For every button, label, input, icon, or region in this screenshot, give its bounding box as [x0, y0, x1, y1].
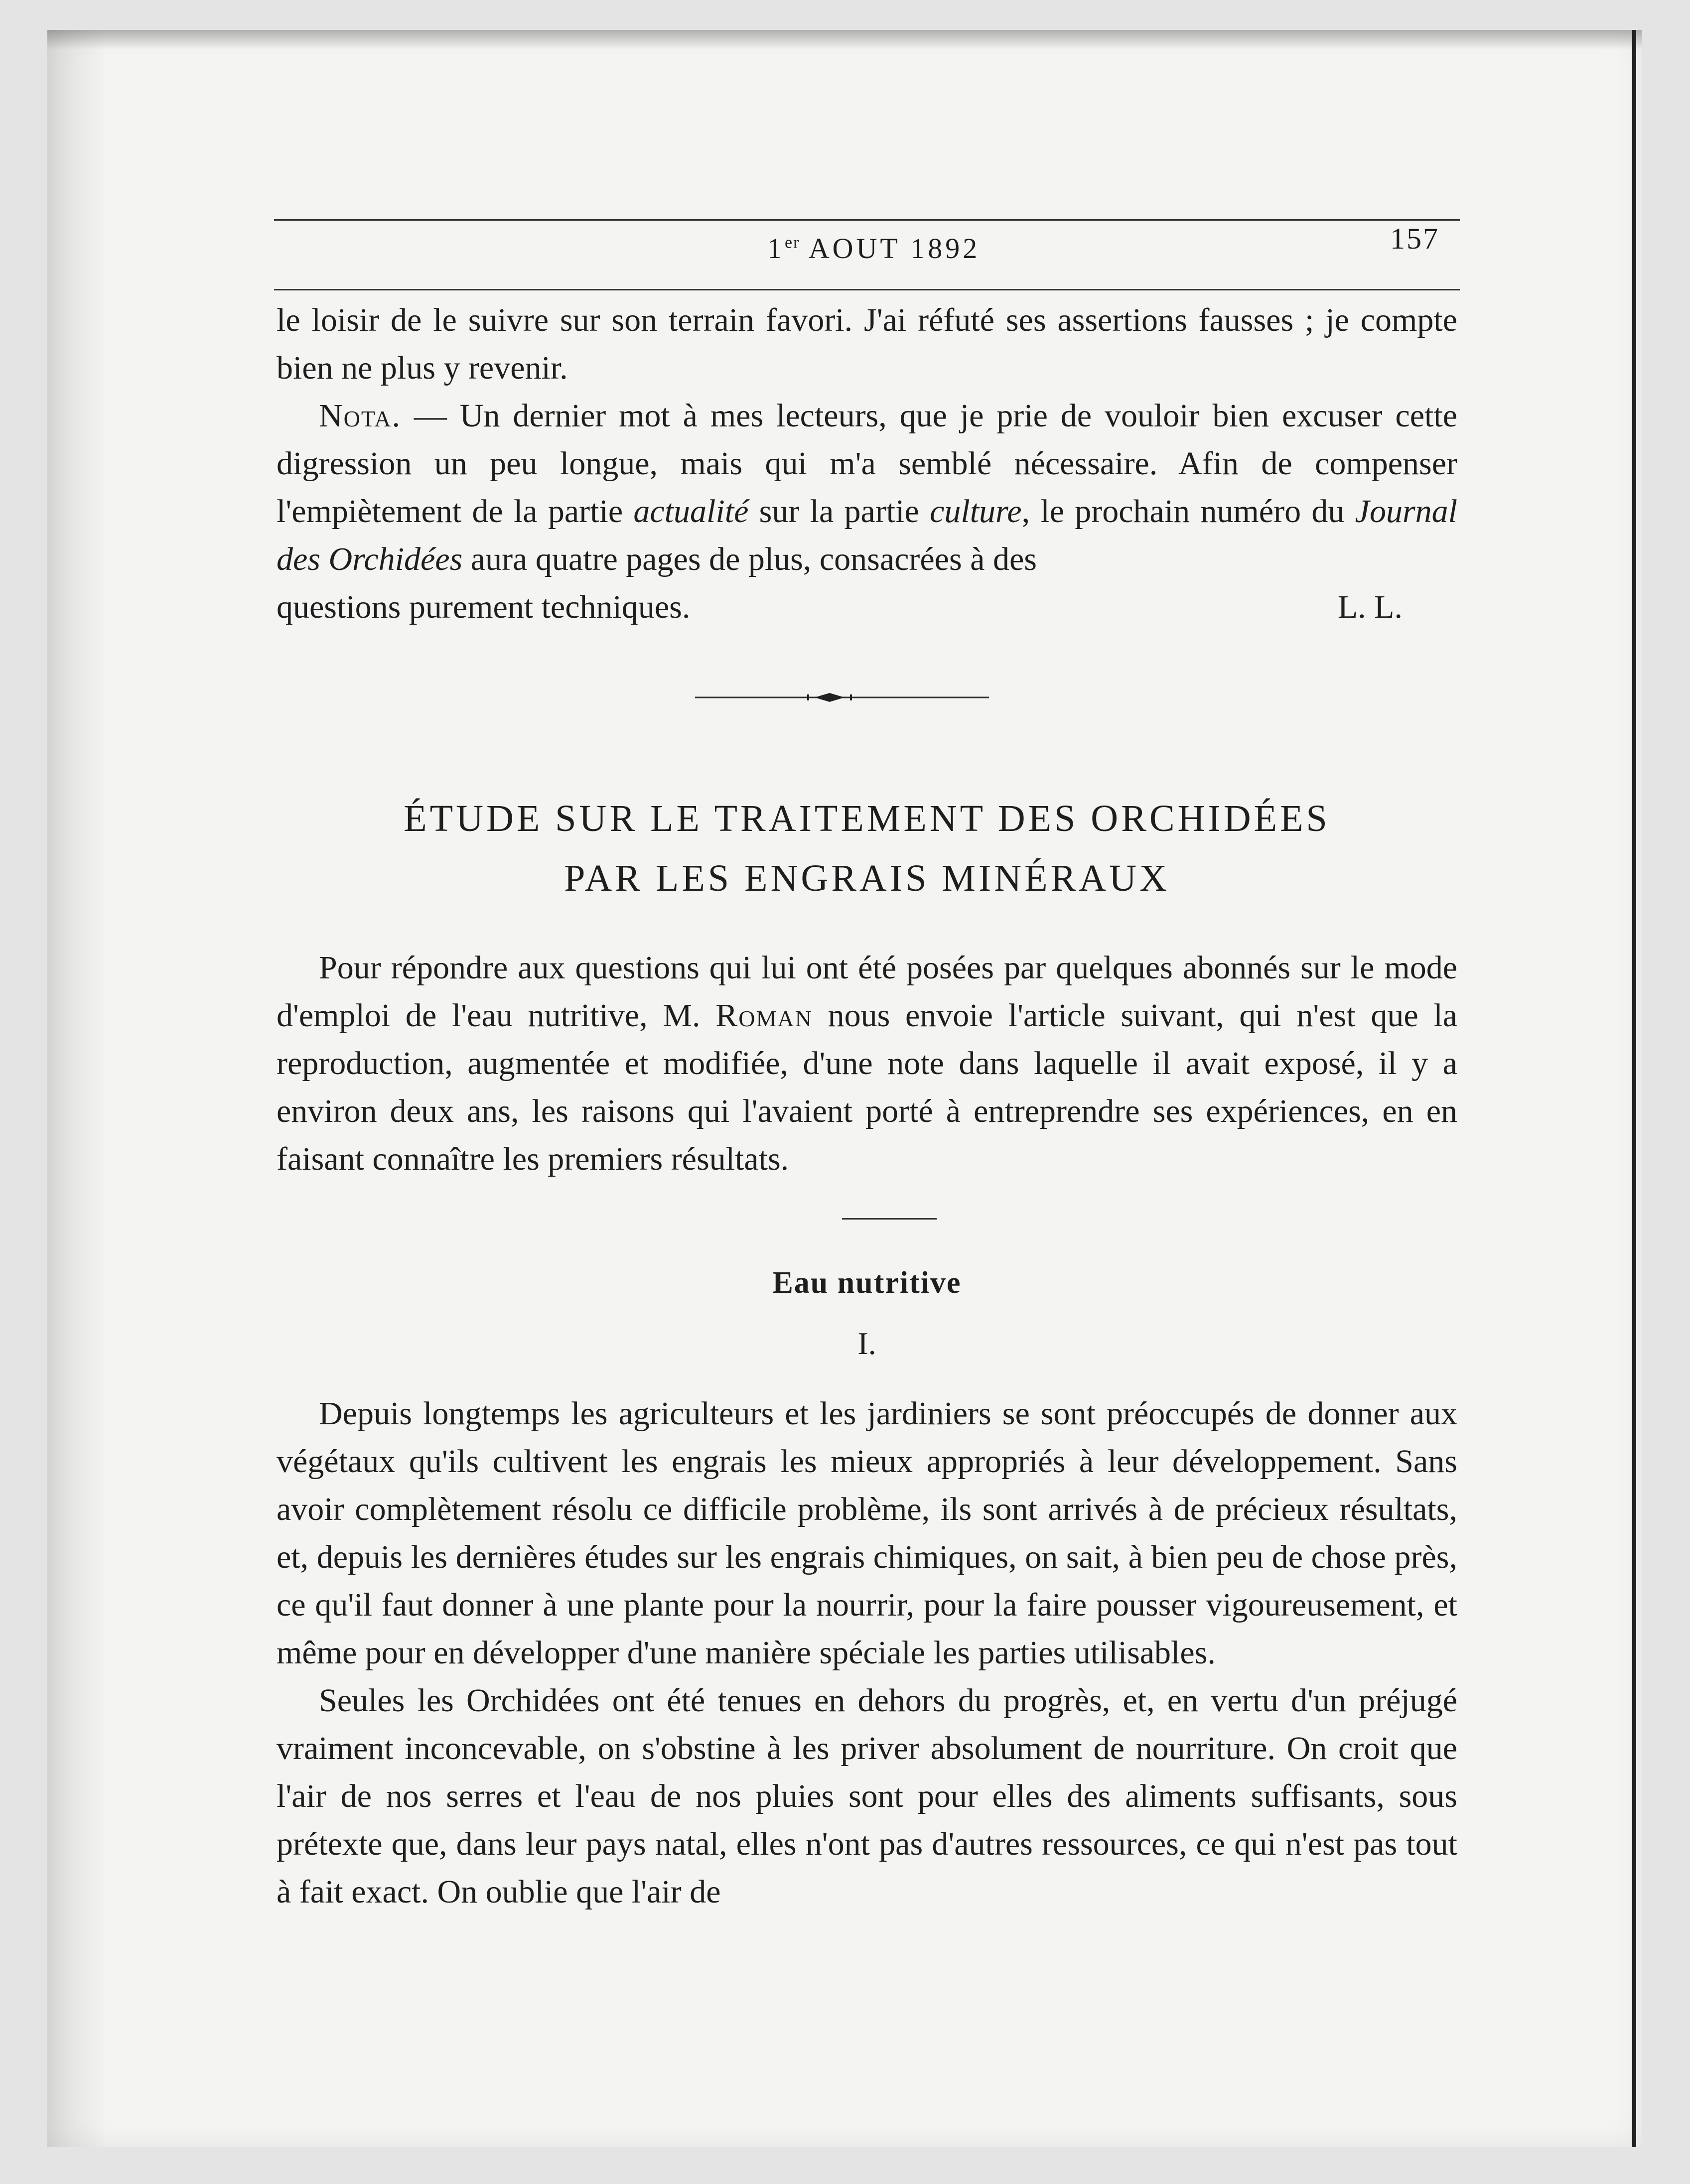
- previous-article-end: [277, 296, 1457, 631]
- top-edge-shadow: [47, 30, 1642, 50]
- body-paragraph-2: Seules les Orchidées ont été tenues en dehors du progrès, et, en vertu d'un préjugé vraiment inconcevable, on s'obstine à les priver absolument de nourriture. On croit que l'air de nos serres et l'eau de nos pluies sont pour elles des aliments suffisants, sous prétexte que, dans leur pays natal, elles n'ont pas d'autres ressources, ce qui n'est pas tout à fait exact. On oublie que l'air de: [277, 1682, 1457, 1910]
- running-head-date: [767, 232, 980, 265]
- nota-text-2: sur la partie: [748, 493, 930, 530]
- intro-text-2: nous envoie l'article suivant, qui n'est que la reproduction, augmentée et modifiée, d'une note dans laquelle il avait exposé, il y a environ deux ans, les raisons qui l'avaient porté à entreprendre ses expériences, en en faisant connaître les premiers résultats.: [277, 997, 1457, 1177]
- section-number: I.: [857, 1326, 876, 1361]
- article-body: [277, 1390, 1457, 1916]
- header-rule-bottom: [274, 289, 1460, 290]
- editorial-introduction: [277, 944, 1457, 1183]
- nota-last-text: questions purement techniques.: [277, 589, 691, 625]
- article-title-line-2: PAR LES ENGRAIS MINÉRAUX: [564, 857, 1170, 899]
- nota-paragraph: [277, 392, 1457, 583]
- date-superscript: er: [785, 233, 800, 252]
- nota-emphasis-actualite: actualité: [633, 493, 749, 530]
- nota-emphasis-culture: culture: [930, 493, 1022, 530]
- page-edge: [1632, 30, 1636, 2147]
- section-title: Eau nutritive: [772, 1266, 962, 1300]
- binding-shadow: [47, 30, 107, 2147]
- intro-paragraph: [277, 944, 1457, 1183]
- journal-title: Journal des Orchidées: [277, 493, 1457, 577]
- ornament-divider: [695, 690, 989, 705]
- nota-last-line: [277, 583, 1457, 631]
- closing-paragraph: le loisir de le suivre sur son terrain favori. J'ai réfuté ses assertions fausses ; je compte bien ne plus y revenir.: [277, 302, 1457, 386]
- author-name: Roman: [715, 997, 813, 1034]
- nota-text-3: , le prochain numéro du: [1021, 493, 1355, 530]
- article-title-line-1: ÉTUDE SUR LE TRAITEMENT DES ORCHIDÉES: [404, 798, 1330, 839]
- section-divider: [842, 1218, 937, 1220]
- date-number: 1: [767, 232, 785, 265]
- author-signature: L. L.: [1337, 589, 1403, 625]
- header-rule-top: [274, 219, 1460, 221]
- nota-text-1: — Un dernier mot à mes lecteurs, que je prie de vouloir bien excuser cette digression un peu longue, mais qui m'a semblé nécessaire. Afin de compenser l'empiètement de la partie: [277, 398, 1457, 530]
- body-paragraph-1: Depuis longtemps les agriculteurs et les jardiniers se sont préoccupés de donner aux végétaux qu'ils cultivent les engrais les mieux appropriés à leur développement. Sans avoir complètement résolu ce difficile problème, ils sont arrivés à de précieux résultats, et, depuis les dernières études sur les engrais chimiques, on sait, à bien peu de chose près, ce qu'il faut donner à une plante pour la nourrir, pour la faire pousser vigoureusement, et même pour en développer d'une manière spéciale les parties utilisables.: [277, 1395, 1457, 1671]
- nota-label: Nota.: [319, 398, 402, 434]
- page-number: 157: [1390, 222, 1439, 255]
- date-text: AOUT 1892: [800, 232, 981, 265]
- intro-text-1: Pour répondre aux questions qui lui ont été posées par quelques abonnés sur le mode d'emploi de l'eau nutritive, M.: [277, 950, 1457, 1034]
- nota-text-4: aura quatre pages de plus, consacrées à des: [462, 541, 1037, 577]
